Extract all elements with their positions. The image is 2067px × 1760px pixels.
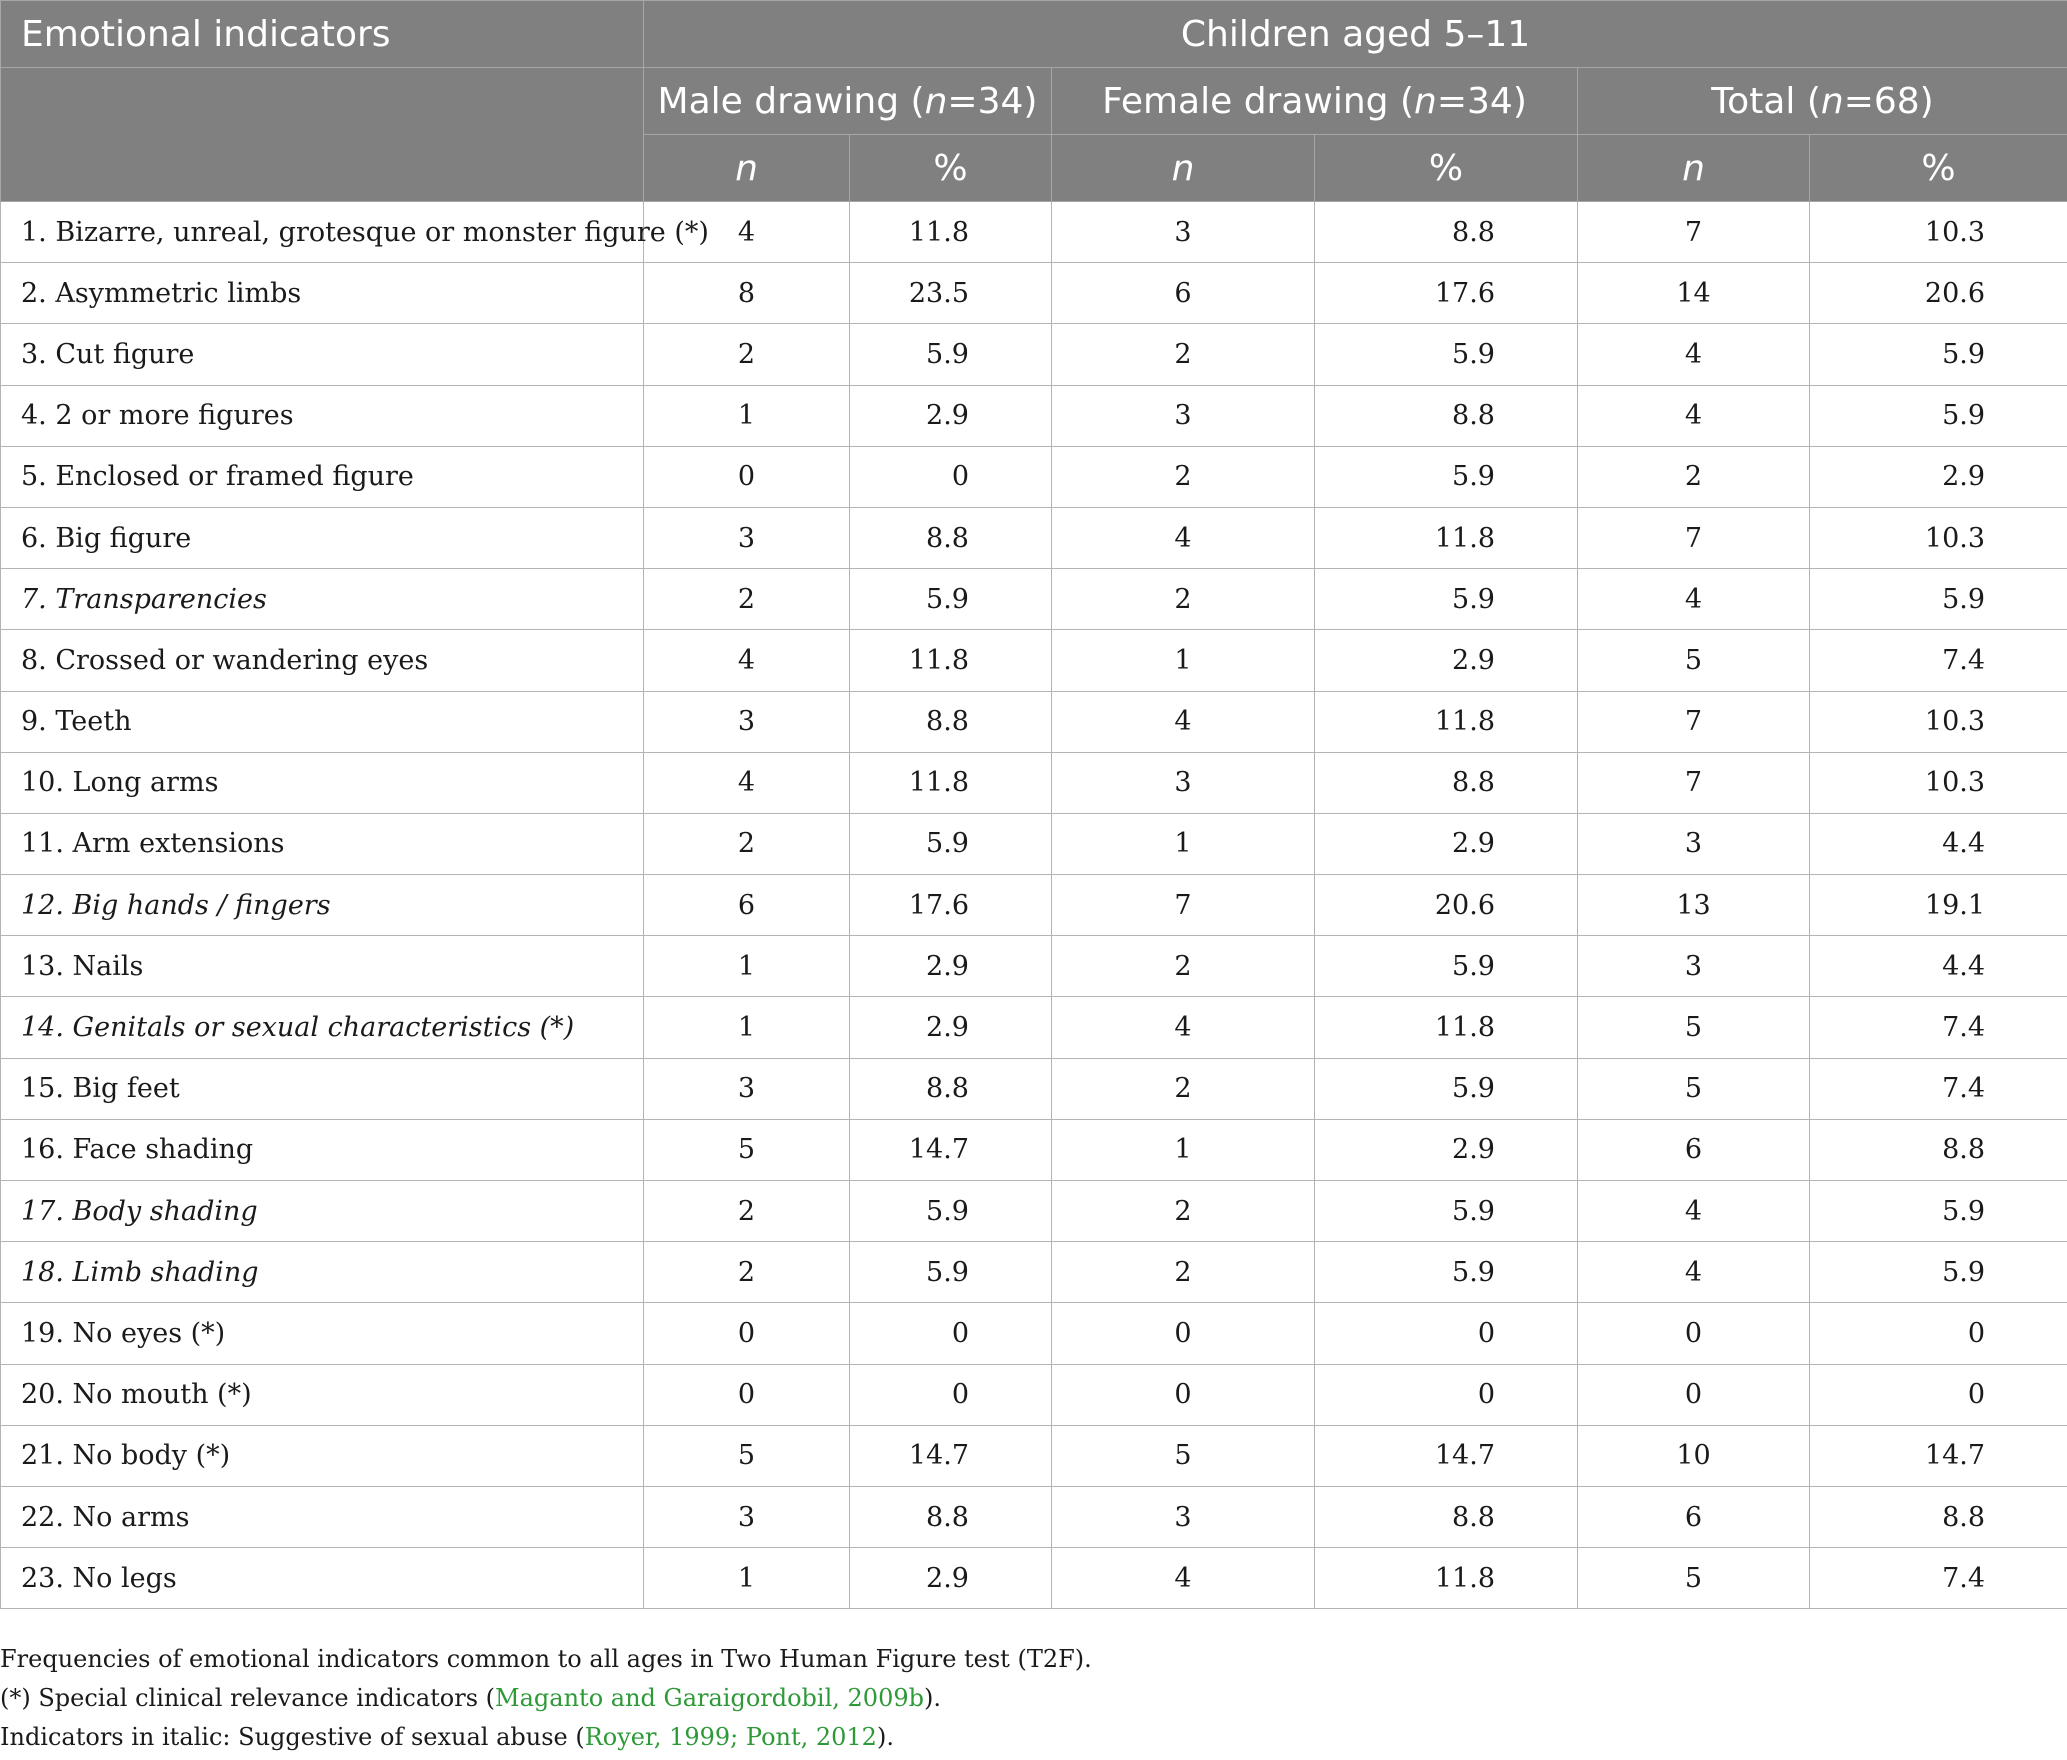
cell-total-n: 5 xyxy=(1578,997,1810,1058)
cell-female-n: 4 xyxy=(1052,507,1315,568)
cell-male-n: 3 xyxy=(644,1486,850,1547)
cell-male-pct: 8.8 xyxy=(850,1486,1052,1547)
cell-male-pct: 0 xyxy=(850,1303,1052,1364)
cell-total-n: 3 xyxy=(1578,936,1810,997)
table-row xyxy=(1,324,2067,385)
header-emotional-indicators: Emotional indicators xyxy=(1,1,644,68)
row-label: 2. Asymmetric limbs xyxy=(1,263,644,324)
cell-total-pct: 8.8 xyxy=(1810,1486,2067,1547)
cell-male-n: 2 xyxy=(644,569,850,630)
cell-male-n: 5 xyxy=(644,1119,850,1180)
cell-female-n: 3 xyxy=(1052,1486,1315,1547)
cell-female-n: 5 xyxy=(1052,1425,1315,1486)
cell-female-pct: 8.8 xyxy=(1315,385,1578,446)
row-label: 5. Enclosed or framed figure xyxy=(1,446,644,507)
cell-female-n: 2 xyxy=(1052,1181,1315,1242)
cell-total-n: 5 xyxy=(1578,1548,1810,1609)
cell-male-n: 1 xyxy=(644,1548,850,1609)
table-row xyxy=(1,385,2067,446)
cell-female-n: 1 xyxy=(1052,1119,1315,1180)
cell-male-n: 5 xyxy=(644,1425,850,1486)
cell-male-pct: 0 xyxy=(850,446,1052,507)
cell-female-pct: 11.8 xyxy=(1315,507,1578,568)
cell-total-pct: 7.4 xyxy=(1810,1058,2067,1119)
cell-male-pct: 5.9 xyxy=(850,1242,1052,1303)
cell-male-n: 4 xyxy=(644,630,850,691)
cell-female-n: 7 xyxy=(1052,875,1315,936)
row-label: 16. Face shading xyxy=(1,1119,644,1180)
cell-female-n: 2 xyxy=(1052,1242,1315,1303)
cell-male-pct: 2.9 xyxy=(850,997,1052,1058)
cell-total-n: 0 xyxy=(1578,1303,1810,1364)
row-label: 12. Big hands / fingers xyxy=(1,875,644,936)
cell-female-pct: 5.9 xyxy=(1315,1242,1578,1303)
cell-female-n: 6 xyxy=(1052,263,1315,324)
table-row xyxy=(1,1548,2067,1609)
cell-female-pct: 5.9 xyxy=(1315,324,1578,385)
cell-male-n: 3 xyxy=(644,691,850,752)
cell-male-n: 1 xyxy=(644,385,850,446)
table-row xyxy=(1,752,2067,813)
cell-total-n: 4 xyxy=(1578,1242,1810,1303)
row-label: 22. No arms xyxy=(1,1486,644,1547)
table-row xyxy=(1,1119,2067,1180)
cell-total-n: 7 xyxy=(1578,752,1810,813)
cell-male-n: 2 xyxy=(644,1242,850,1303)
cell-total-pct: 20.6 xyxy=(1810,263,2067,324)
row-label: 6. Big figure xyxy=(1,507,644,568)
cell-male-pct: 8.8 xyxy=(850,691,1052,752)
cell-total-n: 6 xyxy=(1578,1119,1810,1180)
row-label: 8. Crossed or wandering eyes xyxy=(1,630,644,691)
cell-female-n: 3 xyxy=(1052,385,1315,446)
cell-female-pct: 5.9 xyxy=(1315,569,1578,630)
cell-male-pct: 5.9 xyxy=(850,569,1052,630)
cell-male-n: 0 xyxy=(644,1364,850,1425)
table-row xyxy=(1,202,2067,263)
row-label: 20. No mouth (*) xyxy=(1,1364,644,1425)
cell-female-n: 1 xyxy=(1052,630,1315,691)
table-row xyxy=(1,263,2067,324)
header-female-drawing: Female drawing (n=34) xyxy=(1052,68,1578,135)
cell-male-pct: 11.8 xyxy=(850,202,1052,263)
cell-female-n: 3 xyxy=(1052,202,1315,263)
reference-link-royer-pont[interactable]: Royer, 1999; Pont, 2012 xyxy=(584,1723,877,1751)
cell-male-pct: 0 xyxy=(850,1364,1052,1425)
cell-female-n: 4 xyxy=(1052,1548,1315,1609)
cell-female-pct: 8.8 xyxy=(1315,752,1578,813)
header-children-aged: Children aged 5–11 xyxy=(644,1,2067,68)
cell-total-n: 4 xyxy=(1578,1181,1810,1242)
header-total-n: n xyxy=(1578,135,1810,202)
cell-female-pct: 14.7 xyxy=(1315,1425,1578,1486)
cell-male-n: 3 xyxy=(644,1058,850,1119)
cell-female-pct: 11.8 xyxy=(1315,997,1578,1058)
header-female-pct: % xyxy=(1315,135,1578,202)
table-row xyxy=(1,875,2067,936)
cell-female-pct: 0 xyxy=(1315,1303,1578,1364)
table-row xyxy=(1,630,2067,691)
cell-total-n: 14 xyxy=(1578,263,1810,324)
cell-male-n: 6 xyxy=(644,875,850,936)
cell-female-n: 0 xyxy=(1052,1364,1315,1425)
cell-male-pct: 14.7 xyxy=(850,1119,1052,1180)
table-row xyxy=(1,936,2067,997)
table-row xyxy=(1,1181,2067,1242)
cell-total-pct: 7.4 xyxy=(1810,1548,2067,1609)
cell-female-pct: 2.9 xyxy=(1315,630,1578,691)
cell-total-n: 3 xyxy=(1578,813,1810,874)
cell-female-pct: 2.9 xyxy=(1315,1119,1578,1180)
cell-female-n: 2 xyxy=(1052,936,1315,997)
cell-female-pct: 11.8 xyxy=(1315,1548,1578,1609)
cell-female-pct: 20.6 xyxy=(1315,875,1578,936)
cell-male-pct: 23.5 xyxy=(850,263,1052,324)
cell-total-n: 7 xyxy=(1578,691,1810,752)
footnote-italic-indicators: Indicators in italic: Suggestive of sexual abuse (Royer, 1999; Pont, 2012). xyxy=(0,1723,894,1751)
cell-total-pct: 4.4 xyxy=(1810,936,2067,997)
cell-total-pct: 14.7 xyxy=(1810,1425,2067,1486)
cell-male-n: 2 xyxy=(644,813,850,874)
cell-female-n: 0 xyxy=(1052,1303,1315,1364)
row-label: 10. Long arms xyxy=(1,752,644,813)
row-label: 18. Limb shading xyxy=(1,1242,644,1303)
table-row xyxy=(1,813,2067,874)
table-row xyxy=(1,997,2067,1058)
cell-female-pct: 11.8 xyxy=(1315,691,1578,752)
cell-total-pct: 5.9 xyxy=(1810,324,2067,385)
cell-total-pct: 2.9 xyxy=(1810,446,2067,507)
cell-total-n: 7 xyxy=(1578,507,1810,568)
cell-total-pct: 10.3 xyxy=(1810,752,2067,813)
cell-male-n: 0 xyxy=(644,446,850,507)
cell-female-pct: 8.8 xyxy=(1315,202,1578,263)
header-total: Total (n=68) xyxy=(1578,68,2067,135)
row-label: 23. No legs xyxy=(1,1548,644,1609)
row-label: 21. No body (*) xyxy=(1,1425,644,1486)
header-male-drawing: Male drawing (n=34) xyxy=(644,68,1052,135)
cell-male-pct: 5.9 xyxy=(850,324,1052,385)
cell-male-n: 4 xyxy=(644,752,850,813)
header-female-n: n xyxy=(1052,135,1315,202)
table-row xyxy=(1,691,2067,752)
table-header xyxy=(1,1,2067,202)
row-label: 9. Teeth xyxy=(1,691,644,752)
cell-male-n: 2 xyxy=(644,1181,850,1242)
cell-total-n: 7 xyxy=(1578,202,1810,263)
cell-male-pct: 11.8 xyxy=(850,752,1052,813)
table-row xyxy=(1,1364,2067,1425)
header-male-pct: % xyxy=(850,135,1052,202)
row-label: 15. Big feet xyxy=(1,1058,644,1119)
cell-female-n: 1 xyxy=(1052,813,1315,874)
cell-male-n: 1 xyxy=(644,936,850,997)
row-label: 19. No eyes (*) xyxy=(1,1303,644,1364)
row-label: 1. Bizarre, unreal, grotesque or monster figure (*) xyxy=(1,202,644,263)
cell-total-n: 5 xyxy=(1578,1058,1810,1119)
cell-male-pct: 5.9 xyxy=(850,1181,1052,1242)
cell-total-pct: 8.8 xyxy=(1810,1119,2067,1180)
row-label: 17. Body shading xyxy=(1,1181,644,1242)
cell-female-n: 2 xyxy=(1052,569,1315,630)
table-body xyxy=(1,202,2067,1609)
cell-female-pct: 17.6 xyxy=(1315,263,1578,324)
cell-male-n: 2 xyxy=(644,324,850,385)
cell-total-n: 4 xyxy=(1578,385,1810,446)
cell-total-pct: 10.3 xyxy=(1810,507,2067,568)
table-row xyxy=(1,507,2067,568)
header-male-n: n xyxy=(644,135,850,202)
cell-male-n: 8 xyxy=(644,263,850,324)
cell-total-pct: 5.9 xyxy=(1810,569,2067,630)
cell-total-n: 5 xyxy=(1578,630,1810,691)
reference-link-maganto[interactable]: Maganto and Garaigordobil, 2009b xyxy=(495,1684,924,1712)
cell-female-n: 4 xyxy=(1052,691,1315,752)
cell-male-pct: 8.8 xyxy=(850,1058,1052,1119)
table-row xyxy=(1,1486,2067,1547)
table-row xyxy=(1,1425,2067,1486)
row-label: 7. Transparencies xyxy=(1,569,644,630)
cell-male-pct: 5.9 xyxy=(850,813,1052,874)
cell-total-n: 2 xyxy=(1578,446,1810,507)
header-blank xyxy=(1,68,644,202)
footnote-frequencies: Frequencies of emotional indicators common to all ages in Two Human Figure test (T2F). xyxy=(0,1645,1092,1673)
footnote-clinical-relevance: (*) Special clinical relevance indicators (Maganto and Garaigordobil, 2009b). xyxy=(0,1684,941,1712)
cell-total-pct: 0 xyxy=(1810,1303,2067,1364)
row-label: 13. Nails xyxy=(1,936,644,997)
cell-total-pct: 5.9 xyxy=(1810,1242,2067,1303)
cell-total-pct: 10.3 xyxy=(1810,202,2067,263)
cell-male-pct: 14.7 xyxy=(850,1425,1052,1486)
cell-total-n: 4 xyxy=(1578,569,1810,630)
table-row xyxy=(1,569,2067,630)
cell-total-n: 4 xyxy=(1578,324,1810,385)
cell-female-n: 2 xyxy=(1052,446,1315,507)
cell-male-pct: 8.8 xyxy=(850,507,1052,568)
cell-female-pct: 5.9 xyxy=(1315,936,1578,997)
cell-male-n: 1 xyxy=(644,997,850,1058)
row-label: 11. Arm extensions xyxy=(1,813,644,874)
table-row xyxy=(1,1242,2067,1303)
cell-female-pct: 5.9 xyxy=(1315,1181,1578,1242)
cell-total-pct: 4.4 xyxy=(1810,813,2067,874)
cell-total-n: 13 xyxy=(1578,875,1810,936)
cell-female-n: 2 xyxy=(1052,1058,1315,1119)
cell-total-pct: 10.3 xyxy=(1810,691,2067,752)
cell-female-pct: 5.9 xyxy=(1315,1058,1578,1119)
cell-male-n: 4 xyxy=(644,202,850,263)
cell-total-pct: 5.9 xyxy=(1810,385,2067,446)
cell-total-pct: 0 xyxy=(1810,1364,2067,1425)
cell-female-pct: 8.8 xyxy=(1315,1486,1578,1547)
cell-male-pct: 2.9 xyxy=(850,1548,1052,1609)
cell-male-pct: 17.6 xyxy=(850,875,1052,936)
header-total-pct: % xyxy=(1810,135,2067,202)
table-row xyxy=(1,1303,2067,1364)
cell-male-pct: 2.9 xyxy=(850,936,1052,997)
cell-male-n: 0 xyxy=(644,1303,850,1364)
table-row xyxy=(1,1058,2067,1119)
row-label: 14. Genitals or sexual characteristics (*) xyxy=(1,997,644,1058)
cell-total-pct: 19.1 xyxy=(1810,875,2067,936)
cell-male-pct: 11.8 xyxy=(850,630,1052,691)
table-footnotes xyxy=(0,1640,1092,1757)
cell-female-n: 4 xyxy=(1052,997,1315,1058)
cell-total-pct: 5.9 xyxy=(1810,1181,2067,1242)
cell-male-n: 3 xyxy=(644,507,850,568)
cell-total-n: 6 xyxy=(1578,1486,1810,1547)
table-row xyxy=(1,446,2067,507)
cell-female-n: 3 xyxy=(1052,752,1315,813)
cell-female-n: 2 xyxy=(1052,324,1315,385)
cell-total-n: 0 xyxy=(1578,1364,1810,1425)
row-label: 3. Cut figure xyxy=(1,324,644,385)
cell-total-n: 10 xyxy=(1578,1425,1810,1486)
cell-female-pct: 2.9 xyxy=(1315,813,1578,874)
cell-total-pct: 7.4 xyxy=(1810,997,2067,1058)
cell-female-pct: 0 xyxy=(1315,1364,1578,1425)
row-label: 4. 2 or more figures xyxy=(1,385,644,446)
cell-male-pct: 2.9 xyxy=(850,385,1052,446)
cell-total-pct: 7.4 xyxy=(1810,630,2067,691)
cell-female-pct: 5.9 xyxy=(1315,446,1578,507)
